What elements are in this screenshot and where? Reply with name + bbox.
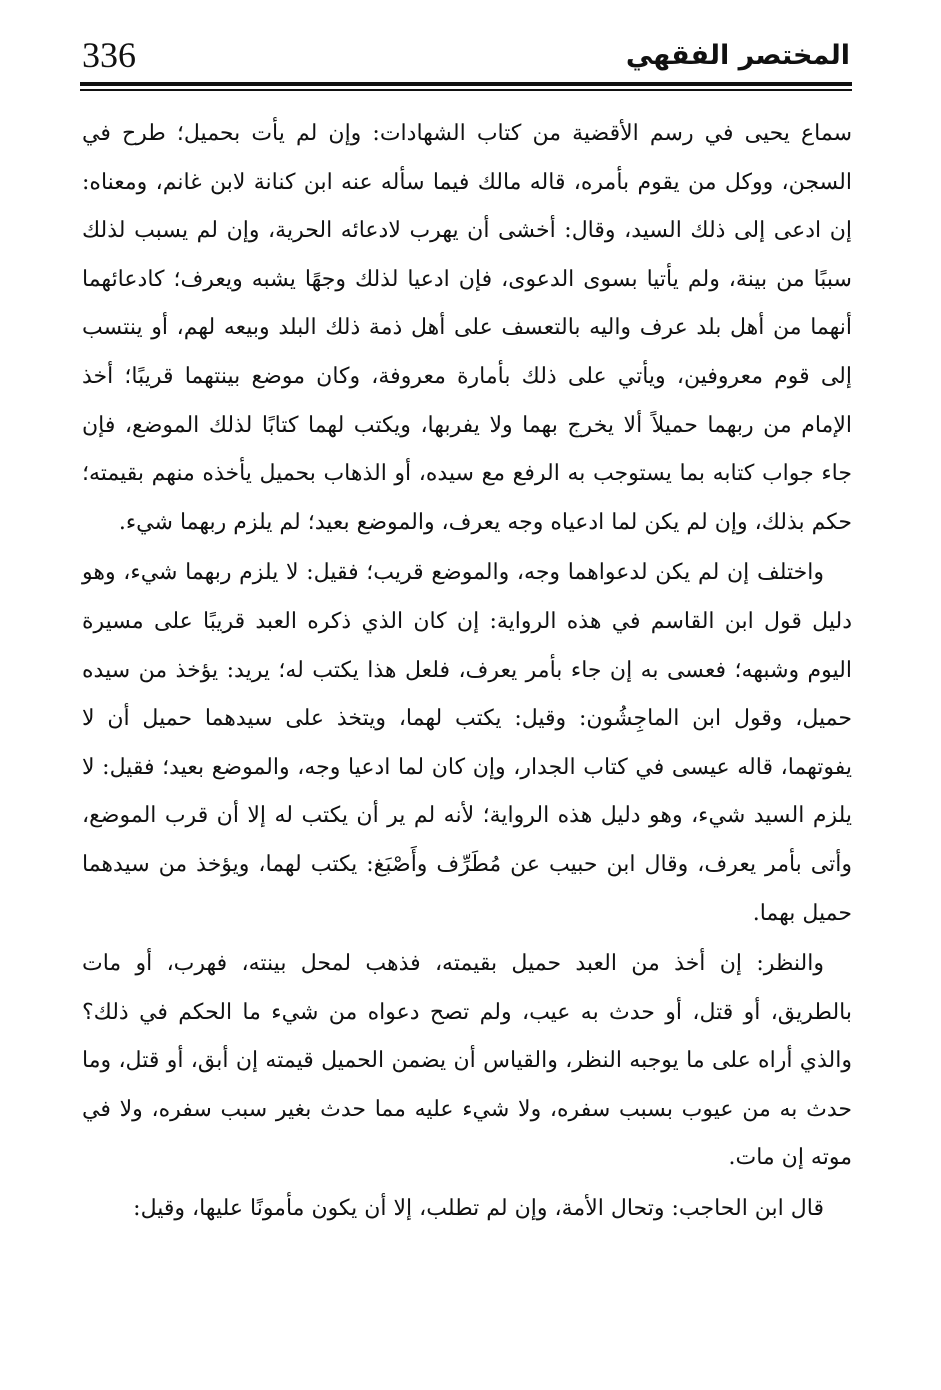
paragraph-4: قال ابن الحاجب: وتحال الأمة، وإن لم تطلب، إلا أن يكون مأمونًا عليها، وقيل:: [133, 1196, 824, 1222]
body-text: [82, 110, 852, 1234]
page-number: 336: [82, 35, 136, 75]
header-rule-thick: [80, 82, 852, 86]
paragraph-1: سماع يحيى في رسم الأقضية من كتاب الشهادات: وإن لم يأت بحميل؛ طرح في السجن، ووكل من يقوم بأمره، قاله مالك فيما سأله عنه ابن كنانة لابن غانم، ومعناه: إن ادعى إلى ذلك السيد، وقال: أخشى أن يهرب لادعائه الحرية، وإن لم يسبب لذلك سببًا من بينة، ولم يأتيا بسوى الدعوى، فإن ادعيا لذلك وجهًا يشبه ويعرف؛ كادعائهما أنهما من أهل بلد عرف واليه بالتعسف على أهل ذمة ذلك البلد وبيعه لهم، أو ينتسب إلى قوم معروفين، ويأتي على ذلك بأمارة معروفة، وكان موضع بينتهما قريبًا؛ أخذ الإمام من ربهما حميلاً ألا يخرج بهما ولا يفربها، ويكتب لهما كتابًا لذلك الموضع، فإن جاء جواب كتابه بما يستوجب به الرفع مع سيده، أو الذهاب بحميل يأخذه منهم بقيمته؛ حكم بذلك، وإن لم يكن لما ادعياه وجه يعرف، والموضع بعيد؛ لم يلزم ربهما شيء.: [82, 121, 853, 535]
page-header: [80, 28, 852, 94]
paragraph-3: والنظر: إن أخذ من العبد حميل بقيمته، فذهب لمحل بينته، فهرب، أو مات بالطريق، أو قتل، أو حدث به عيب، ولم تصح دعواه من شيء ما الحكم في ذلك؟ والذي أراه على ما يوجبه النظر، والقياس أن يضمن الحميل قيمته إن أبق، أو قتل، وما حدث به من عيوب بسبب سفره، ولا شيء عليه مما حدث بغير سبب سفره، ولا في موته إن مات.: [82, 951, 852, 1171]
running-title: المختصر الفقهي: [625, 40, 850, 71]
header-rule-thin: [80, 89, 852, 91]
paragraph-2: واختلف إن لم يكن لدعواهما وجه، والموضع قريب؛ فقيل: لا يلزم ربهما شيء، وهو دليل قول ابن القاسم في هذه الرواية: إن كان الذي ذكره العبد قريبًا على مسيرة اليوم وشبهه؛ فعسى به إن جاء بأمر يعرف، فلعل هذا يكتب له؛ يريد: يؤخذ من سيده حميل، وقول ابن الماجِشُون: وقيل: يكتب لهما، ويتخذ على سيدهما حميل أن لا يفوتهما، قاله عيسى في كتاب الجدار، وإن كان لما ادعيا وجه، والموضع بعيد؛ فقيل: لا يلزم السيد شيء، وهو دليل هذه الرواية؛ لأنه لم ير أن يكتب له إلا أن قرب الموضع، وأتى بأمر يعرف، وقال ابن حبيب عن مُطَرِّف وأَصْبَغ: يكتب لهما، ويؤخذ من سيدهما حميل بهما.: [82, 560, 852, 926]
